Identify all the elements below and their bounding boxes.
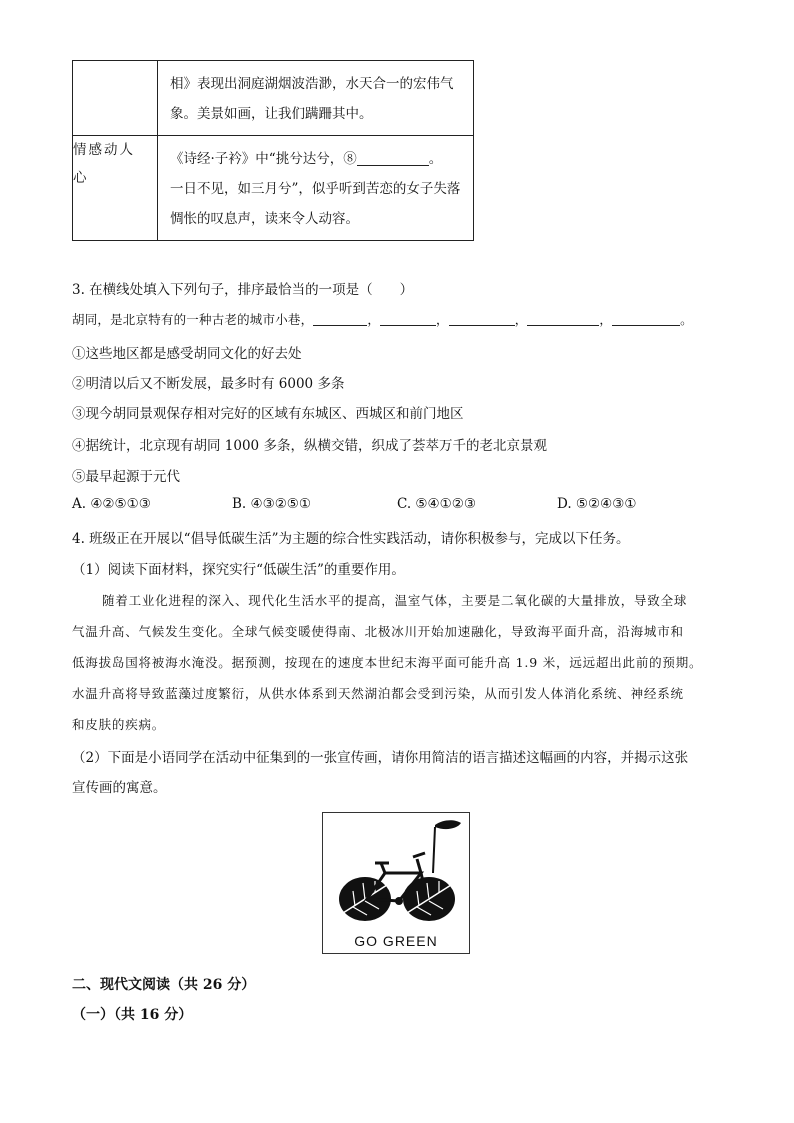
sentence-separator: ， (599, 312, 613, 327)
poster-caption: GO GREEN (354, 933, 438, 949)
question-3-sentence (72, 310, 693, 328)
sentence-blank-3[interactable] (449, 311, 515, 326)
table-label-cell (73, 136, 158, 241)
material-line: 水温升高将导致蓝藻过度繁衍，从供水体系到天然湖泊都会受到污染，从而引发人体消化系统、神经系统 (72, 686, 684, 701)
table-text-suffix: 。 (428, 151, 443, 167)
option-d[interactable]: D. ⑤②④③① (557, 496, 637, 512)
sentence-item-4: ④据统计，北京现有胡同 1000 多条，纵横交错，织成了荟萃万千的老北京景观 (72, 438, 547, 454)
question-4-stem: 4. 班级正在开展以“倡导低碳生活”为主题的综合性实践活动，请你积极参与，完成以下任务。 (72, 531, 630, 547)
sentence-separator: ， (367, 312, 381, 327)
table-label-line: 心 (73, 170, 89, 186)
question-3-stem: 3. 在横线处填入下列句子，排序最恰当的一项是（ ） (72, 282, 414, 298)
option-a[interactable]: A. ④②⑤①③ (72, 496, 151, 512)
go-green-poster (322, 812, 470, 954)
sentence-blank-5[interactable] (612, 311, 680, 326)
sentence-separator: ， (436, 312, 449, 327)
material-line: 气温升高、气候发生变化。全球气候变暖使得南、北极冰川开始加速融化，导致海平面升高，沿海城市和 (72, 624, 684, 639)
reading-material (72, 585, 734, 740)
question-4-sub2-line2: 宣传画的寓意。 (72, 780, 167, 796)
table-text-line (170, 144, 461, 174)
table-text-line: 惆怅的叹息声，读来令人动容。 (170, 211, 359, 227)
sentence-blank-2[interactable] (380, 311, 436, 326)
section-subheading: （一）（共 16 分） (72, 1007, 193, 1023)
question-4-sub2-line1: （2）下面是小语同学在活动中征集到的一张宣传画，请你用简洁的语言描述这幅画的内容，并揭示这张 (72, 750, 689, 766)
fill-blank-8[interactable] (357, 149, 429, 166)
option-c[interactable]: C. ⑤④①②③ (397, 496, 476, 512)
sentence-blank-1[interactable] (313, 311, 367, 326)
table-content-cell (158, 61, 474, 136)
sentence-separator: ， (514, 312, 528, 327)
sentence-end: 。 (680, 312, 693, 327)
sentence-start: 胡同，是北京特有的一种古老的城市小巷， (72, 312, 314, 327)
material-line: 和皮肤的疾病。 (72, 717, 166, 732)
sentence-item-3: ③现今胡同景观保存相对完好的区域有东城区、西城区和前门地区 (72, 406, 464, 422)
section-heading: 二、现代文阅读（共 26 分） (72, 977, 256, 993)
table-text-line: 相》表现出洞庭湖烟波浩渺，水天合一的宏伟气 (170, 76, 454, 92)
table-text-line: 象。美景如画，让我们蹒跚其中。 (170, 106, 373, 122)
table-content-cell (158, 136, 474, 241)
table-row (73, 136, 474, 241)
table-text-prefix: 《诗经·子衿》中“挑兮达兮，⑧ (170, 151, 357, 167)
question-4-sub1: （1）阅读下面材料，探究实行“低碳生活”的重要作用。 (72, 562, 405, 578)
table-row (73, 61, 474, 136)
table-label-line: 情感动人 (73, 142, 135, 158)
leaf-bicycle-icon (323, 813, 468, 925)
option-b[interactable]: B. ④③②⑤① (232, 496, 312, 512)
sentence-item-1: ①这些地区都是感受胡同文化的好去处 (72, 346, 302, 362)
material-line: 低海拔岛国将被海水淹没。据预测，按现在的速度本世纪末海平面可能升高 1.9 米，远远超出此前的预期。 (72, 655, 703, 670)
sentence-item-2: ②明清以后又不断发展，最多时有 6000 多条 (72, 376, 345, 392)
table-text-line: 一日不见，如三月兮”，似乎听到苦恋的女子失落 (170, 181, 461, 197)
sentence-item-5: ⑤最早起源于元代 (72, 469, 180, 485)
sentence-blank-4[interactable] (527, 311, 599, 326)
material-line: 随着工业化进程的深入、现代化生活水平的提高，温室气体，主要是二氧化碳的大量排放，导致全球 (102, 593, 688, 608)
literature-table (72, 60, 474, 241)
table-label-cell (73, 61, 158, 136)
